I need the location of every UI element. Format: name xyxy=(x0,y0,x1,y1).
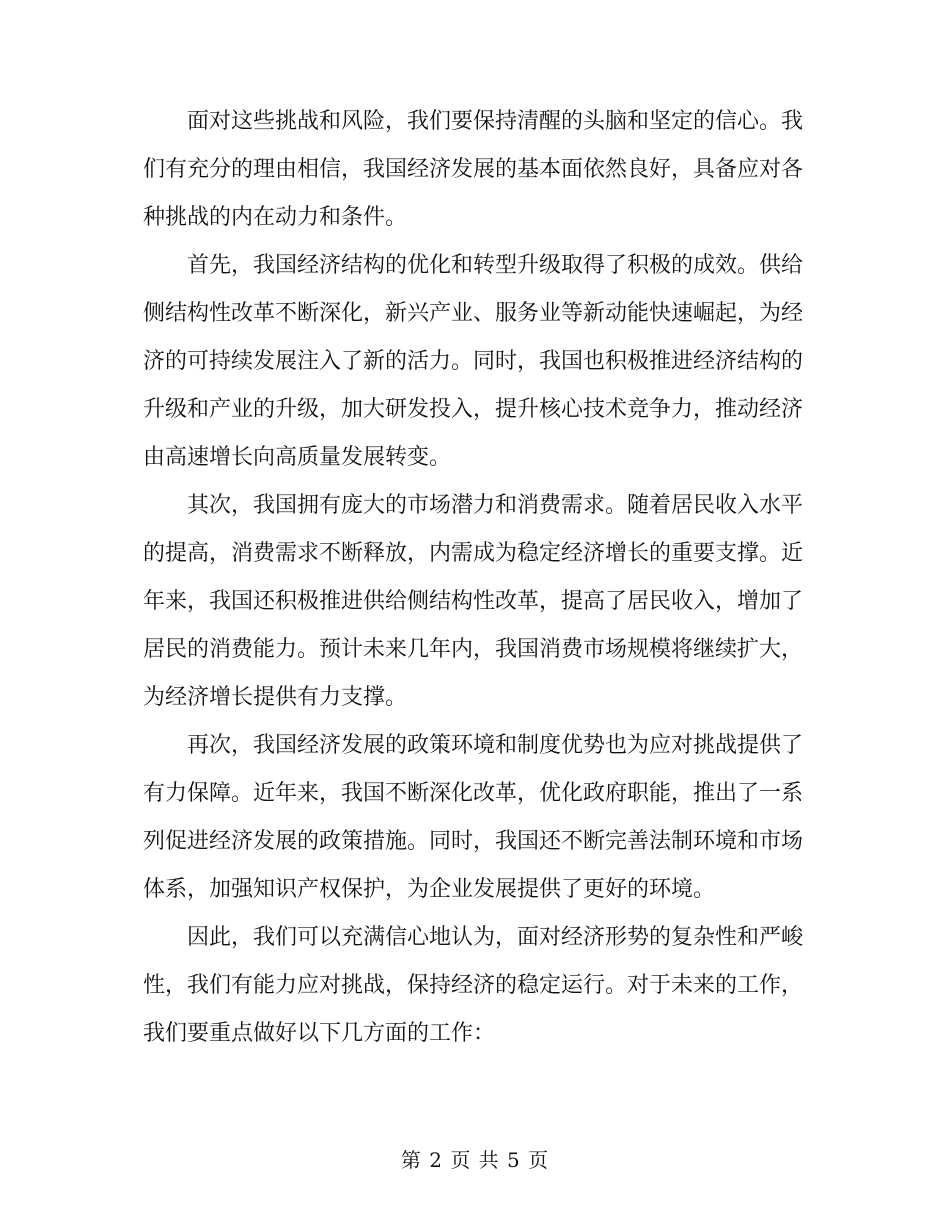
paragraph-confidence: 面对这些挑战和风险，我们要保持清醒的头脑和坚定的信心。我们有充分的理由相信，我国经济发展的基本面依然良好，具备应对各种挑战的内在动力和条件。 xyxy=(143,109,804,230)
page-number-footer: 第 2 页 共 5 页 xyxy=(400,1148,550,1172)
paragraph-conclusion: 因此，我们可以充满信心地认为，面对经济形势的复杂性和严峻性，我们有能力应对挑战，保持经济的稳定运行。对于未来的工作，我们要重点做好以下几方面的工作： xyxy=(143,925,804,1046)
document-body xyxy=(143,98,803,1058)
paragraph-first-structure: 首先，我国经济结构的优化和转型升级取得了积极的成效。供给侧结构性改革不断深化，新兴产业、服务业等新动能快速崛起，为经济的可持续发展注入了新的活力。同时，我国也积极推进经济结构的升级和产业的升级，加大研发投入，提升核心技术竞争力，推动经济由高速增长向高质量发展转变。 xyxy=(143,253,804,470)
paragraph-second-market: 其次，我国拥有庞大的市场潜力和消费需求。随着居民收入水平的提高，消费需求不断释放，内需成为稳定经济增长的重要支撑。近年来，我国还积极推进供给侧结构性改革，提高了居民收入，增加了居民的消费能力。预计未来几年内，我国消费市场规模将继续扩大，为经济增长提供有力支撑。 xyxy=(143,493,804,710)
paragraph-third-policy: 再次，我国经济发展的政策环境和制度优势也为应对挑战提供了有力保障。近年来，我国不断深化改革，优化政府职能，推出了一系列促进经济发展的政策措施。同时，我国还不断完善法制环境和市场体系，加强知识产权保护，为企业发展提供了更好的环境。 xyxy=(143,733,804,902)
